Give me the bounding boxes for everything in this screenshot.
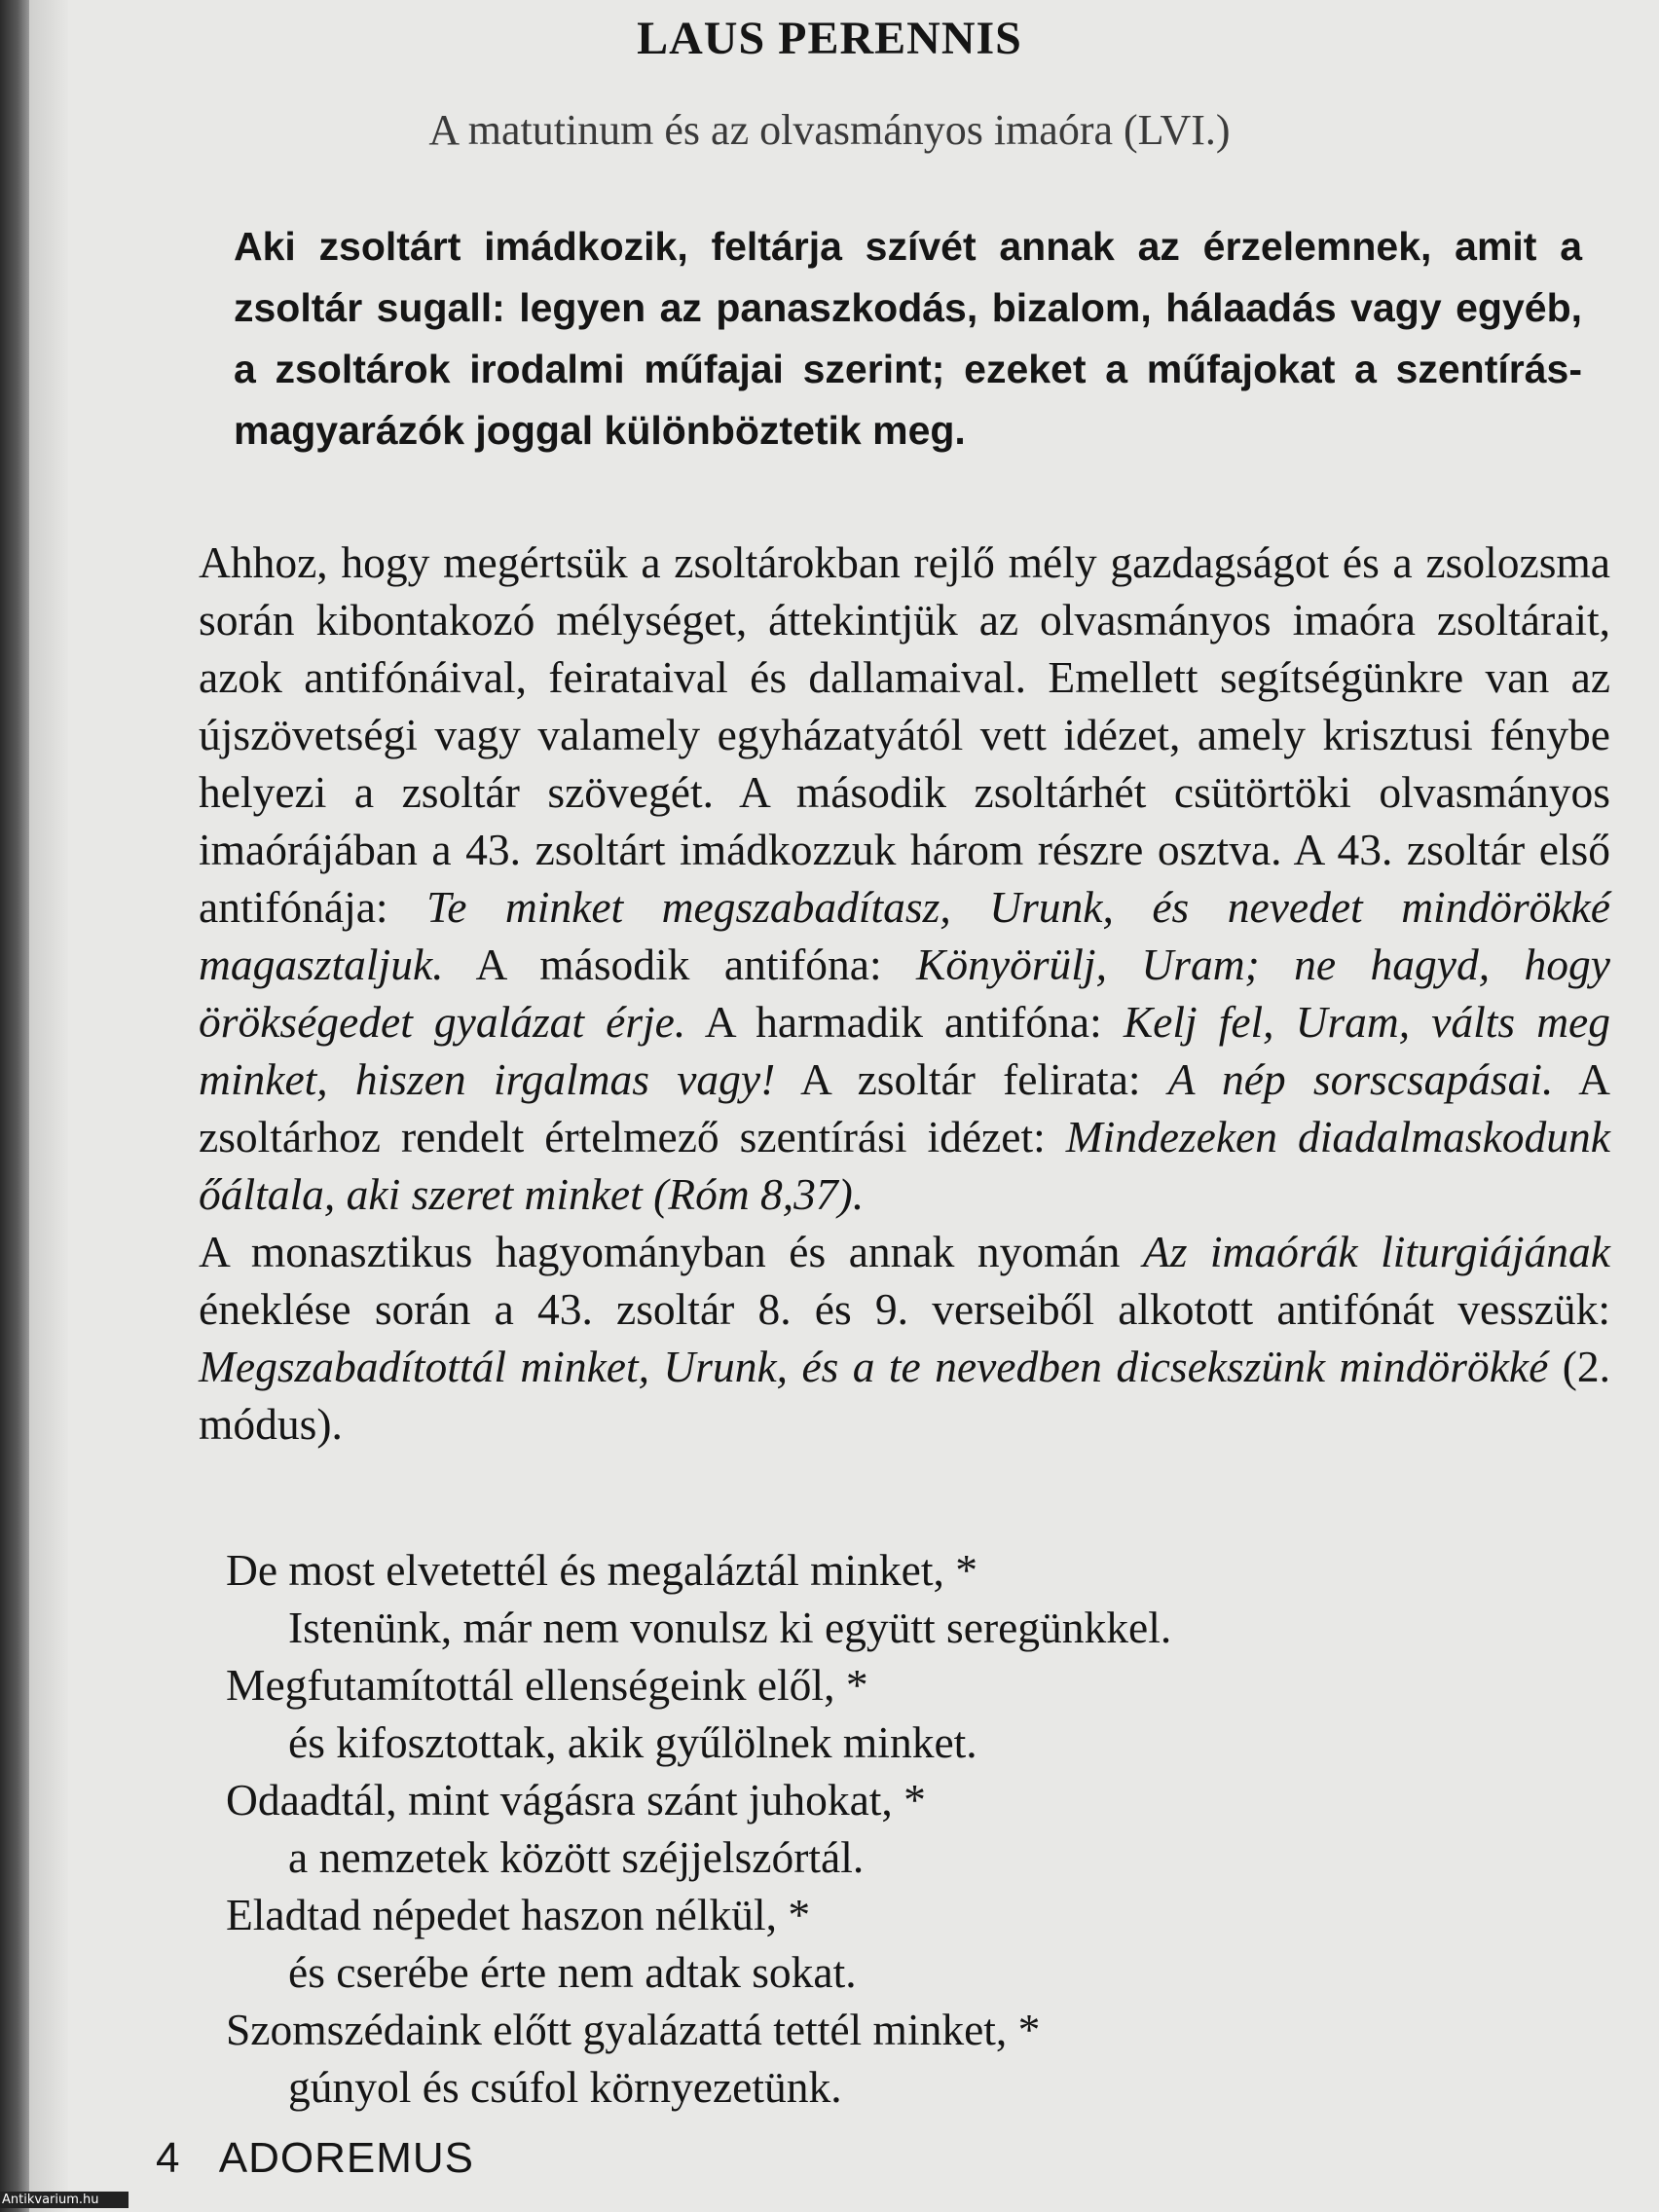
intro-paragraph: Aki zsoltárt imádkozik, feltárja szívét annak az érzelemnek, amit a zsoltár sugall: legyen az panaszkodás, bizalom, hálaadás vagy egyéb, a zsoltárok irodalmi műfajai szerint; ezeket a műfajokat a szentírás-magyarázók joggal különböztetik meg. [234,224,1582,453]
psalm-verse-line: Szomszédaink előtt gyalázattá tettél minket, * [226,2005,1041,2054]
psalm-verse-line: De most elvetettél és megaláztál minket, * [226,1545,977,1595]
psalm-verse-line: és kifosztottak, akik gyűlölnek minket. [288,1717,977,1767]
psalm-verse-line: Eladtad népedet haszon nélkül, * [226,1890,811,1939]
psalm-verse-line: és cserébe érte nem adtak sokat. [288,1947,857,1997]
page-footer [156,2134,474,2183]
psalm-text [226,1541,1589,2116]
page-number: 4 [156,2134,180,2182]
body-text [199,534,1610,1453]
psalm-verse-line: Istenünk, már nem vonulsz ki együtt seregünkkel. [288,1603,1172,1652]
publication-name: ADOREMUS [218,2134,474,2182]
page-title: LAUS PERENNIS [637,13,1022,64]
psalm-verse-line: a nemzetek között széjjelszórtál. [288,1832,865,1882]
body-paragraph-1: Ahhoz, hogy megértsük a zsoltárokban rejlő mély gazdagságot és a zsolozsma során kibontakozó mélységet, áttekintjük az olvasmányos imaóra zsoltárait, azok antifónáival, feirataival és dallamaival. Emellett segítségünkre van az újszövetségi vagy valamely egyházatyától vett idézet, amely krisztusi fénybe helyezi a zsoltár szövegét. A második zsoltárhét csütörtöki olvasmányos imaórájában a 43. zsoltárt imádkozzuk három részre osztva. A 43. zsoltár első antifónája: Te minket megszabadítasz, Urunk, és nevedet mindörökké magasztaljuk. A második antifóna: Könyörülj, Uram; ne hagyd, hogy örökségedet gyalázat érje. A harmadik antifóna: Kelj fel, Uram, válts meg minket, hiszen irgalmas vagy! A zsoltár felirata: A nép sorscsapásai. A zsoltárhoz rendelt értelmező szentírási idézet: Mindezeken diadalmaskodunk őáltala, aki szeret minket (Róm 8,37). [199,537,1610,1219]
psalm-verse-line: Megfutamítottál ellenségeink elől, * [226,1660,868,1710]
psalm-verse-line: gúnyol és csúfol környezetünk. [288,2062,842,2112]
book-spine [0,0,29,2212]
psalm-verse-line: Odaadtál, mint vágásra szánt juhokat, * [226,1775,926,1825]
body-paragraph-2: A monasztikus hagyományban és annak nyomán Az imaórák liturgiájának éneklése során a 43. zsoltár 8. és 9. verseiből alkotott antifónát vesszük: Megszabadítottál minket, Urunk, és a te nevedben dicsekszünk mindörökké (2. módus). [199,1227,1610,1449]
page-edge [29,0,68,2212]
watermark: Antikvarium.hu [0,2192,129,2208]
page-subtitle: A matutinum és az olvasmányos imaóra (LVI.) [428,106,1231,154]
